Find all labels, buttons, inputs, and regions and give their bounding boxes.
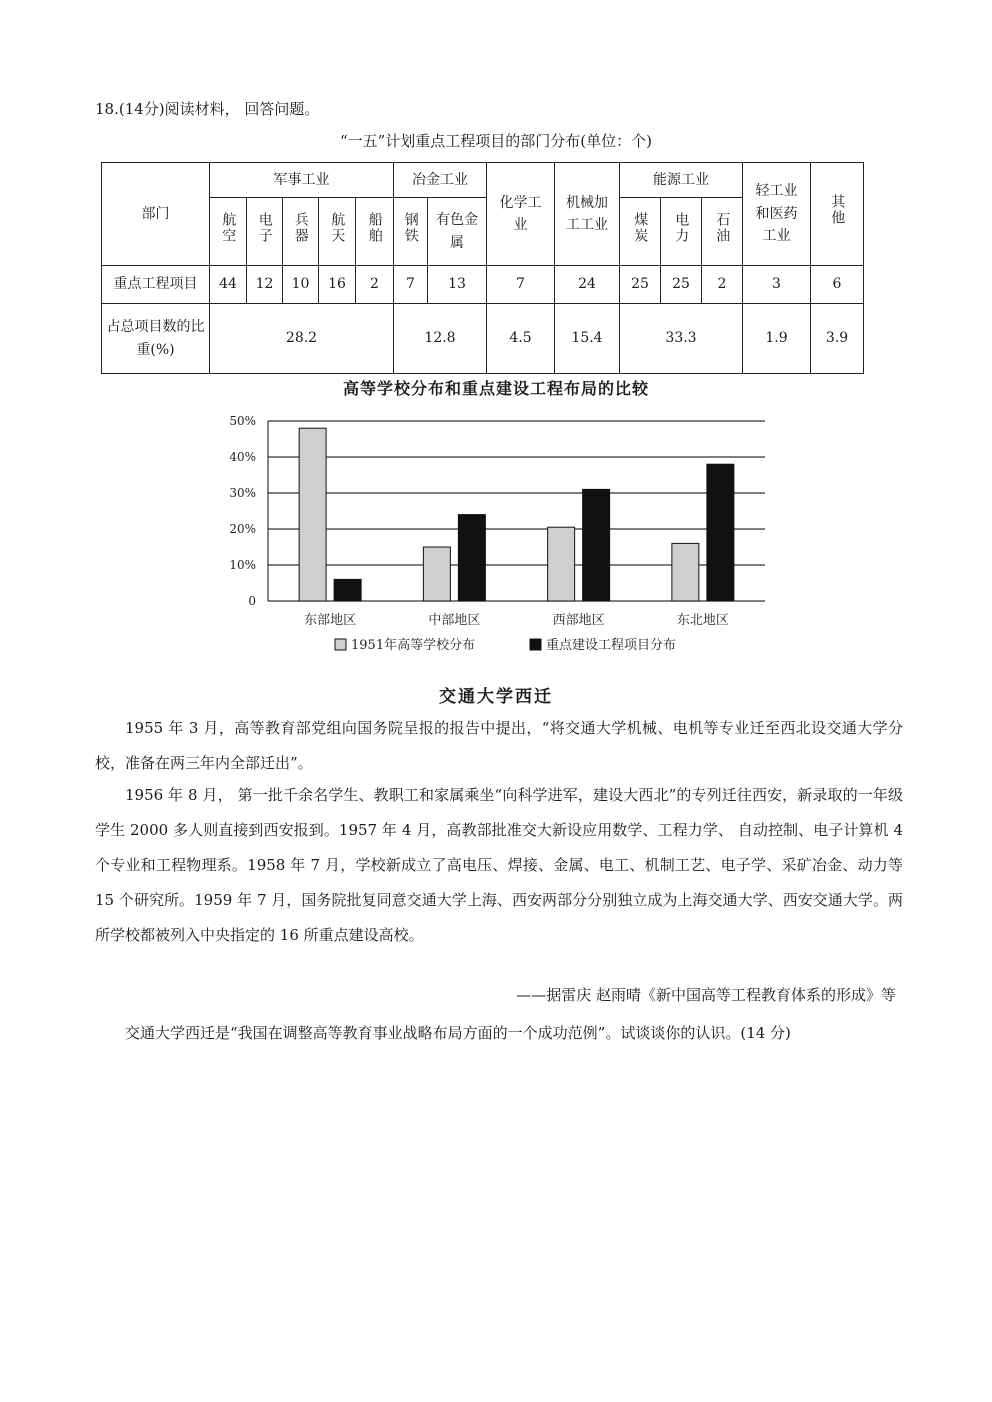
count-cell: 25 [661, 266, 702, 304]
legend-swatch [335, 639, 346, 650]
y-tick-label: 30% [229, 486, 256, 500]
table-title: “一五”计划重点工程项目的部门分布(单位：个) [339, 132, 653, 150]
share-cell: 12.8 [394, 304, 487, 374]
sub-shipbuilding: 船舶 [356, 198, 394, 266]
sub-aerospace: 航天 [319, 198, 356, 266]
bar-1951-universities [299, 428, 326, 601]
sub-electronics: 电子 [247, 198, 283, 266]
legend-label: 重点建设工程项目分布 [546, 638, 677, 653]
x-tick-label: 东北地区 [676, 613, 729, 628]
count-cell: 44 [210, 266, 247, 304]
group-chemical: 化学工业 [487, 163, 555, 266]
bar-1951-universities [423, 547, 450, 601]
count-cell: 16 [319, 266, 356, 304]
count-cell: 25 [620, 266, 661, 304]
legend-label: 1951年高等学校分布 [351, 638, 476, 653]
share-cell: 4.5 [487, 304, 555, 374]
share-cell: 3.9 [811, 304, 864, 374]
group-other: 其他 [811, 163, 864, 266]
legend-swatch [530, 639, 541, 650]
group-light: 轻工业和医药工业 [743, 163, 811, 266]
y-tick-label: 40% [229, 450, 256, 464]
count-cell: 2 [702, 266, 743, 304]
share-cell: 15.4 [555, 304, 620, 374]
bar-chart [200, 405, 780, 665]
y-tick-label: 0 [248, 594, 256, 608]
row-header-department: 部门 [102, 163, 210, 266]
x-tick-label: 中部地区 [428, 613, 481, 628]
count-cell: 12 [247, 266, 283, 304]
count-cell: 13 [428, 266, 487, 304]
group-metallurgy: 冶金工业 [394, 163, 487, 198]
count-cell: 2 [356, 266, 394, 304]
share-cell: 33.3 [620, 304, 743, 374]
sub-petroleum: 石油 [702, 198, 743, 266]
x-tick-label: 西部地区 [552, 613, 605, 628]
row-label-counts: 重点工程项目 [102, 266, 210, 304]
source-citation: ——据雷庆 赵雨晴《新中国高等工程教育体系的形成》等 [516, 986, 896, 1004]
paragraph: 1956 年 8 月， 第一批千余名学生、教职工和家属乘坐“向科学进军，建设大西北”的专列迁往西安，新录取的一年级学生 2000 多人则直接到西安报到。1957 年 4 月，高教部批准交大新设应用数学、工程力学、 自动控制、电子计算机 4 个专业和工程物理系。1958 年 7 月，学校新成立了高电压、焊接、金属、电工、机制工艺、电子学、采矿冶金、动力等 15 个研究所。1959 年 7 月，国务院批复同意交通大学上海、西安两部分分别独立成为上海交通大学、西安交通大学。两所学校都被列入中央指定的 16 所重点建设高校。 [95, 786, 903, 944]
sub-steel: 钢铁 [394, 198, 428, 266]
x-tick-label: 东部地区 [304, 613, 357, 628]
group-energy: 能源工业 [620, 163, 743, 198]
bar-1951-universities [672, 543, 699, 601]
bar-1951-universities [548, 527, 575, 601]
row-label-share: 占总项目数的比重(%) [102, 304, 210, 374]
y-tick-label: 20% [229, 522, 256, 536]
paragraph: 1955 年 3 月，高等教育部党组向国务院呈报的报告中提出，“将交通大学机械、电机等专业迁至西北设交通大学分校，准备在两三年内全部迁出”。 [95, 719, 903, 772]
y-tick-label: 10% [229, 558, 256, 572]
chart-title: 高等学校分布和重点建设工程布局的比较 [342, 379, 649, 398]
share-cell: 28.2 [210, 304, 394, 374]
question-title: 18.(14分)阅读材料， 回答问题。 [95, 100, 320, 118]
sub-aviation: 航空 [210, 198, 247, 266]
project-distribution-table [101, 162, 864, 374]
question-prompt: 交通大学西迁是“我国在调整高等教育事业战略布局方面的一个成功范例”。试谈谈你的认识。(14 分) [125, 1024, 791, 1042]
sub-power: 电力 [661, 198, 702, 266]
bar-key-projects [583, 489, 610, 601]
group-military: 军事工业 [210, 163, 394, 198]
bar-key-projects [334, 579, 361, 601]
count-cell: 24 [555, 266, 620, 304]
section-title: 交通大学西迁 [439, 687, 553, 707]
sub-coal: 煤炭 [620, 198, 661, 266]
group-machinery: 机械加工工业 [555, 163, 620, 266]
bar-key-projects [458, 515, 485, 601]
count-cell: 10 [283, 266, 319, 304]
count-cell: 3 [743, 266, 811, 304]
sub-weapons: 兵器 [283, 198, 319, 266]
y-tick-label: 50% [229, 414, 256, 428]
count-cell: 7 [487, 266, 555, 304]
bar-key-projects [707, 464, 734, 601]
count-cell: 7 [394, 266, 428, 304]
sub-nonferrous: 有色金属 [428, 198, 487, 266]
share-cell: 1.9 [743, 304, 811, 374]
count-cell: 6 [811, 266, 864, 304]
